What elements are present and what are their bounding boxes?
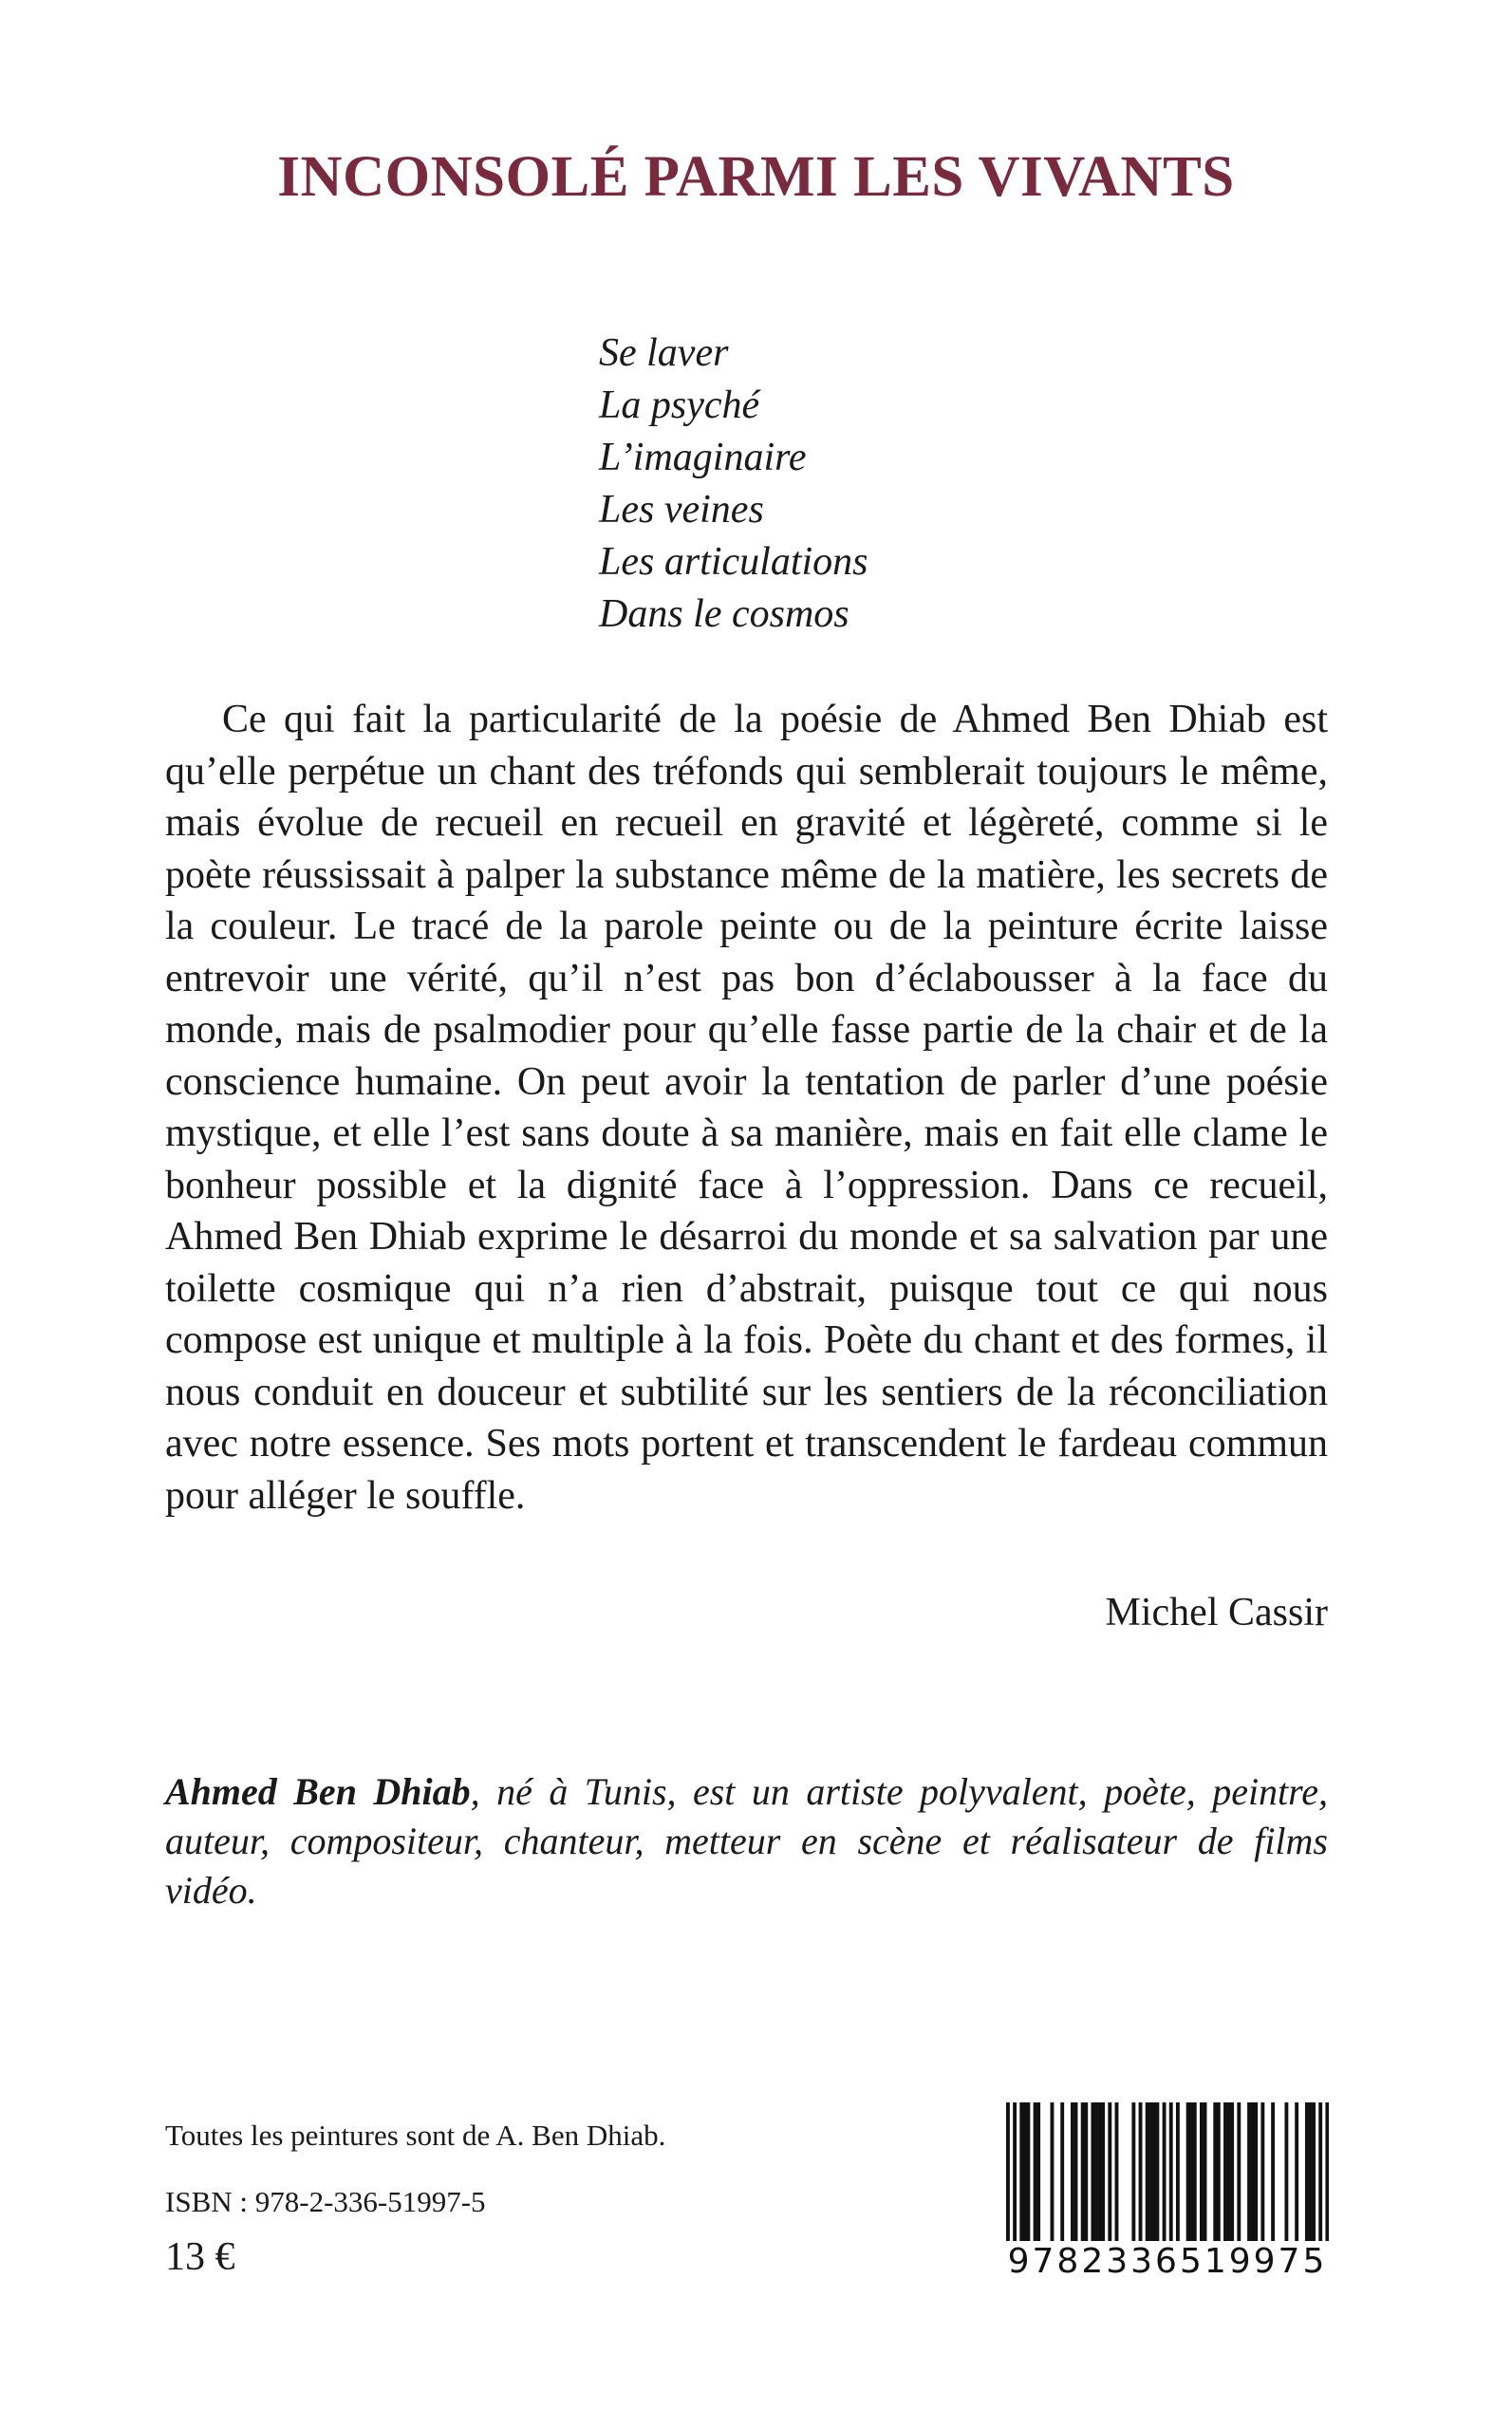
barcode-bar [1084, 2102, 1088, 2245]
barcode-bar [1026, 2102, 1030, 2245]
painting-credit: Toutes les peintures sont de A. Ben Dhiab. [165, 2119, 666, 2152]
barcode-bar [1013, 2102, 1017, 2245]
barcode-bar [1071, 2102, 1074, 2245]
barcode-bar [1312, 2102, 1316, 2245]
barcode-digits: 9782336519975 [1007, 2242, 1328, 2281]
barcode-bar [1237, 2102, 1241, 2245]
author-name: Ahmed Ben Dhiab [165, 1770, 471, 1813]
barcode-bar [1098, 2102, 1102, 2245]
barcode-bar [1169, 2102, 1173, 2245]
barcode-bar [1309, 2102, 1313, 2245]
poem-line: L’imaginaire [599, 436, 807, 479]
blurb-author: Michel Cassir [1105, 1591, 1328, 1634]
barcode-bar [1251, 2102, 1255, 2245]
barcode-bar [1036, 2102, 1040, 2245]
poem-line: Dans le cosmos [599, 592, 849, 636]
barcode-bar [1204, 2102, 1207, 2245]
barcode-bar [1051, 2102, 1055, 2245]
poem-line: La psyché [599, 383, 760, 427]
barcode-bar [1019, 2102, 1023, 2245]
price: 13 € [165, 2235, 235, 2279]
barcode-bars [1006, 2102, 1329, 2245]
isbn: ISBN : 978-2-336-51997-5 [165, 2185, 486, 2218]
barcode-bar [1139, 2102, 1143, 2245]
poem-line: Les veines [599, 488, 764, 532]
barcode-bar [1305, 2102, 1309, 2245]
barcode-bar [1091, 2102, 1094, 2245]
barcode-bar [1148, 2102, 1152, 2245]
barcode-bar [1023, 2102, 1027, 2245]
barcode-bar [1189, 2102, 1193, 2245]
barcode-bar [1094, 2102, 1098, 2245]
barcode-bar [1131, 2102, 1135, 2245]
barcode-bar [1295, 2102, 1298, 2245]
barcode-bar [1230, 2102, 1234, 2245]
barcode-bar [1115, 2102, 1119, 2245]
barcode-bar [1155, 2102, 1159, 2245]
barcode-bar [1108, 2102, 1111, 2245]
author-bio [165, 1767, 1328, 1915]
barcode-bar [1146, 2102, 1149, 2245]
barcode-bar [1325, 2102, 1329, 2245]
barcode-bar [1318, 2102, 1322, 2245]
blurb-paragraph: Ce qui fait la particularité de la poésie de Ahmed Ben Dhiab est qu’elle perpétue un chant des tréfonds qui semblerait toujours le même, mais évolue de recueil en recueil en gravité et légèreté, comme si le poète réussissait à palper la substance même de la matière, les secrets de la couleur. Le tracé de la parole peinte ou de la peinture écrite laisse entrevoir une vérité, qu’il n’est pas bon d’éclabousser à la face du monde, mais de psalmodier pour qu’elle fasse partie de la chair et de la conscience humaine. On peut avoir la tentation de parler d’une poésie mystique, et elle l’est sans doute à sa manière, mais en fait elle clame le bonheur possible et la dignité face à l’oppression. Dans ce recueil, Ahmed Ben Dhiab exprime le désarroi du monde et sa salvation par une toilette cosmique qui n’a rien d’abstrait, puisque tout ce qui nous compose est unique et multiple à la fois. Poète du chant et des formes, il nous conduit en douceur et subtilité sur les sentiers de la réconciliation avec notre essence. Ses mots portent et transcendent le fardeau commun pour alléger le souffle. [165, 698, 1328, 1518]
barcode-bar [1217, 2102, 1221, 2245]
poem-line: Se laver [599, 331, 729, 375]
poem-line: Les articulations [599, 540, 868, 584]
barcode-bar [1034, 2102, 1037, 2245]
book-title: INCONSOLÉ PARMI LES VIVANTS [277, 145, 1235, 209]
barcode-bar [1152, 2102, 1156, 2245]
barcode-bar [1213, 2102, 1217, 2245]
barcode-bar [1101, 2102, 1105, 2245]
barcode-bar [1284, 2102, 1288, 2245]
author-bio-text: , né à Tunis, est un artiste polyvalent, poète, peintre, auteur, compositeur, chanteur, metteur en scène et réalisateur de films vidéo. [165, 1770, 1329, 1912]
barcode-bar [1254, 2102, 1258, 2245]
barcode-bar [1260, 2102, 1264, 2245]
barcode-bar [1074, 2102, 1078, 2245]
barcode-bar [1081, 2102, 1085, 2245]
barcode-bar [1060, 2102, 1064, 2245]
barcode [1006, 2102, 1329, 2288]
barcode-bar [1200, 2102, 1204, 2245]
poem-excerpt [599, 327, 868, 641]
barcode-bar [1247, 2102, 1251, 2245]
barcode-bar [1193, 2102, 1197, 2245]
barcode-bar [1006, 2102, 1010, 2245]
barcode-bar [1186, 2102, 1190, 2245]
barcode-bar [1227, 2102, 1231, 2245]
barcode-bar [1163, 2102, 1167, 2245]
barcode-bar [1176, 2102, 1180, 2245]
barcode-bar [1271, 2102, 1275, 2245]
barcode-bar [1223, 2102, 1227, 2245]
